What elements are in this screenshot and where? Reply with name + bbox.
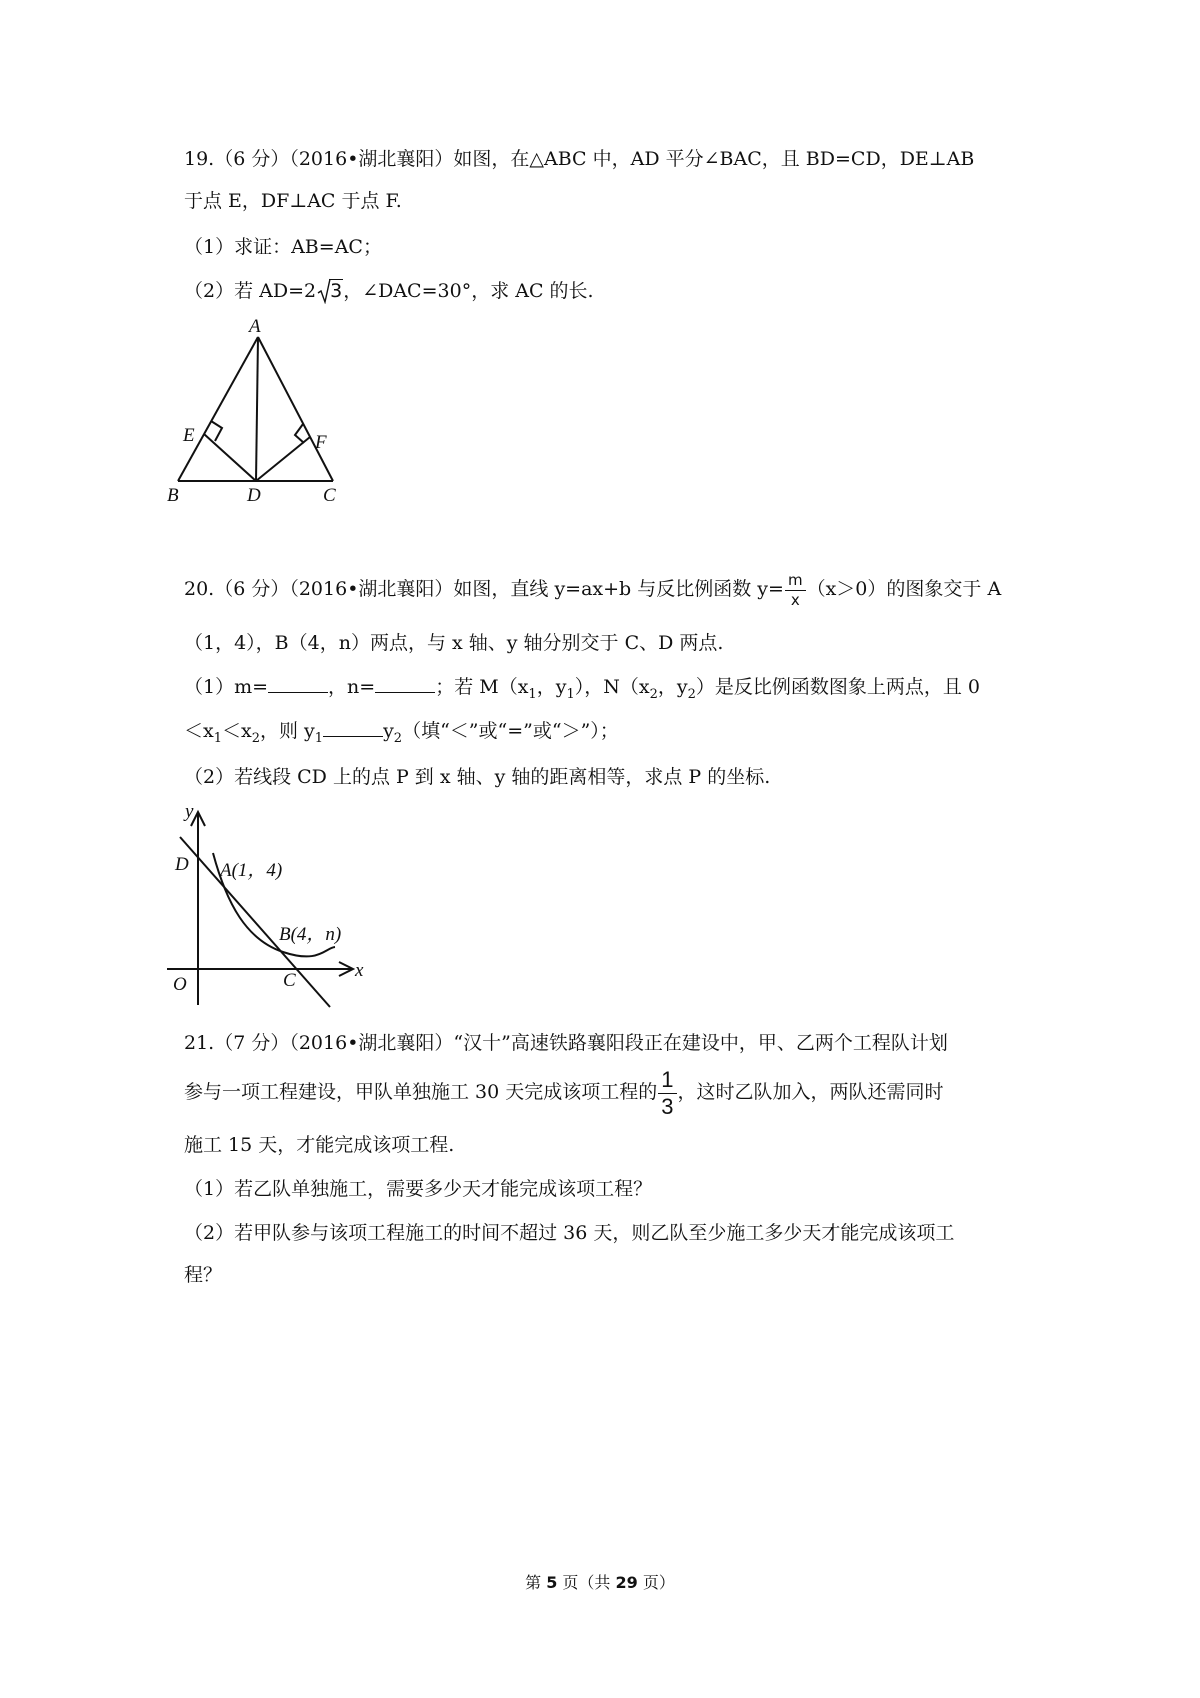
q20-part1-text: ＜x bbox=[222, 720, 252, 742]
label-e: E bbox=[183, 425, 195, 446]
label-point-a: A(1，4) bbox=[220, 860, 283, 881]
side-ab bbox=[178, 337, 258, 481]
footer-text: 页） bbox=[637, 1573, 675, 1592]
fraction-denominator: 3 bbox=[661, 1093, 674, 1119]
answer-blank-m[interactable] bbox=[268, 674, 328, 693]
q21-stem-line3: 施工 15 天，才能完成该项工程. bbox=[184, 1134, 455, 1156]
fraction-numerator: m bbox=[785, 573, 806, 591]
q20-part1-text: ，y bbox=[657, 676, 688, 698]
right-angle-mark-f bbox=[295, 424, 304, 443]
label-f: F bbox=[315, 432, 327, 453]
q21-part2-line1: （2）若甲队参与该项工程施工的时间不超过 36 天，则乙队至少施工多少天才能完成该项工 bbox=[184, 1222, 955, 1244]
q20-part1-text: ）是反比例函数图象上两点，且 0 bbox=[695, 676, 980, 698]
q21-stem-text: ，这时乙队加入，两队还需同时 bbox=[677, 1081, 944, 1103]
q20-graph-figure bbox=[165, 800, 380, 1010]
footer-text: 页（共 bbox=[557, 1573, 616, 1592]
answer-blank-n[interactable] bbox=[375, 674, 435, 693]
answer-blank-compare[interactable] bbox=[323, 718, 383, 737]
fraction-denominator: x bbox=[790, 590, 800, 609]
subscript: 2 bbox=[687, 686, 696, 702]
footer-text: 第 bbox=[525, 1573, 547, 1592]
q20-part1-text: ，n= bbox=[328, 676, 376, 698]
label-o: O bbox=[173, 974, 187, 995]
label-c: C bbox=[323, 485, 336, 506]
fraction-one-third bbox=[658, 1066, 676, 1119]
subscript: 1 bbox=[213, 730, 222, 746]
subscript: 2 bbox=[393, 730, 403, 746]
page-number: 5 bbox=[546, 1573, 558, 1592]
subscript: 1 bbox=[566, 686, 575, 702]
label-x: x bbox=[355, 960, 364, 981]
q21-stem-line1: 21.（7 分）（2016•湖北襄阳）“汉十”高速铁路襄阳段正在建设中，甲、乙两个工程队计划 bbox=[184, 1032, 948, 1054]
q20-part1-text: ，则 y bbox=[260, 720, 315, 742]
segment-ad bbox=[256, 337, 258, 481]
subscript: 1 bbox=[314, 730, 324, 746]
q21-part2-line2: 程？ bbox=[184, 1264, 223, 1286]
q20-part1-text: ），N（x bbox=[574, 676, 650, 698]
q20-stem-pre: 20.（6 分）（2016•湖北襄阳）如图，直线 y=ax+b 与反比例函数 y= bbox=[184, 578, 784, 600]
fraction-numerator: 1 bbox=[658, 1069, 676, 1094]
q19-part1: （1）求证：AB=AC； bbox=[184, 236, 382, 258]
q20-part1-text: （1）m= bbox=[184, 676, 269, 698]
q20-part1-text: y bbox=[383, 720, 394, 742]
q20-part1-text: （填“＜”或“=”或“＞”）； bbox=[402, 720, 619, 742]
side-ac bbox=[258, 337, 333, 481]
label-d: D bbox=[175, 854, 189, 875]
q19-stem-line1: 19.（6 分）（2016•湖北襄阳）如图，在△ABC 中，AD 平分∠BAC，且 BD=CD，DE⊥AB bbox=[184, 148, 975, 170]
label-y: y bbox=[185, 801, 194, 822]
sqrt-radicand: 3 bbox=[330, 280, 343, 302]
q21-stem-text: 参与一项工程建设，甲队单独施工 30 天完成该项工程的 bbox=[184, 1081, 658, 1103]
q20-part1-line2 bbox=[184, 718, 619, 752]
q19-triangle-figure bbox=[165, 310, 365, 520]
label-a: A bbox=[249, 316, 261, 337]
subscript: 2 bbox=[251, 730, 260, 746]
q19-part2-post: ，∠DAC=30°，求 AC 的长. bbox=[343, 280, 594, 302]
q20-part1-line1 bbox=[184, 674, 980, 708]
fraction-m-over-x bbox=[785, 570, 806, 609]
q20-part1-text: ；若 M（x bbox=[435, 676, 529, 698]
total-pages: 29 bbox=[615, 1573, 638, 1592]
right-angle-mark-e bbox=[211, 421, 222, 441]
q21-stem-line2 bbox=[184, 1064, 944, 1120]
q21-part1: （1）若乙队单独施工，需要多少天才能完成该项工程？ bbox=[184, 1178, 653, 1200]
q20-part1-text: ＜x bbox=[184, 720, 214, 742]
q20-stem-line1 bbox=[184, 564, 1001, 614]
subscript: 2 bbox=[649, 686, 658, 702]
page-footer bbox=[0, 1570, 1200, 1593]
sqrt-expression bbox=[317, 278, 343, 304]
q20-stem-line2: （1，4），B（4，n）两点，与 x 轴、y 轴分别交于 C、D 两点. bbox=[184, 632, 724, 654]
q19-part2-pre: （2）若 AD=2 bbox=[184, 280, 317, 302]
q20-stem-post: （x＞0）的图象交于 A bbox=[806, 578, 1002, 600]
label-c: C bbox=[283, 970, 296, 991]
label-point-b: B(4，n) bbox=[279, 924, 342, 945]
q19-part2 bbox=[184, 278, 594, 304]
q20-part2: （2）若线段 CD 上的点 P 到 x 轴、y 轴的距离相等，求点 P 的坐标. bbox=[184, 766, 771, 788]
segment-df bbox=[256, 437, 310, 481]
label-d: D bbox=[247, 485, 261, 506]
label-b: B bbox=[167, 485, 179, 506]
subscript: 1 bbox=[528, 686, 537, 702]
q20-part1-text: ，y bbox=[536, 676, 567, 698]
segment-de bbox=[204, 434, 256, 481]
q19-stem-line2: 于点 E，DF⊥AC 于点 F. bbox=[184, 190, 402, 212]
